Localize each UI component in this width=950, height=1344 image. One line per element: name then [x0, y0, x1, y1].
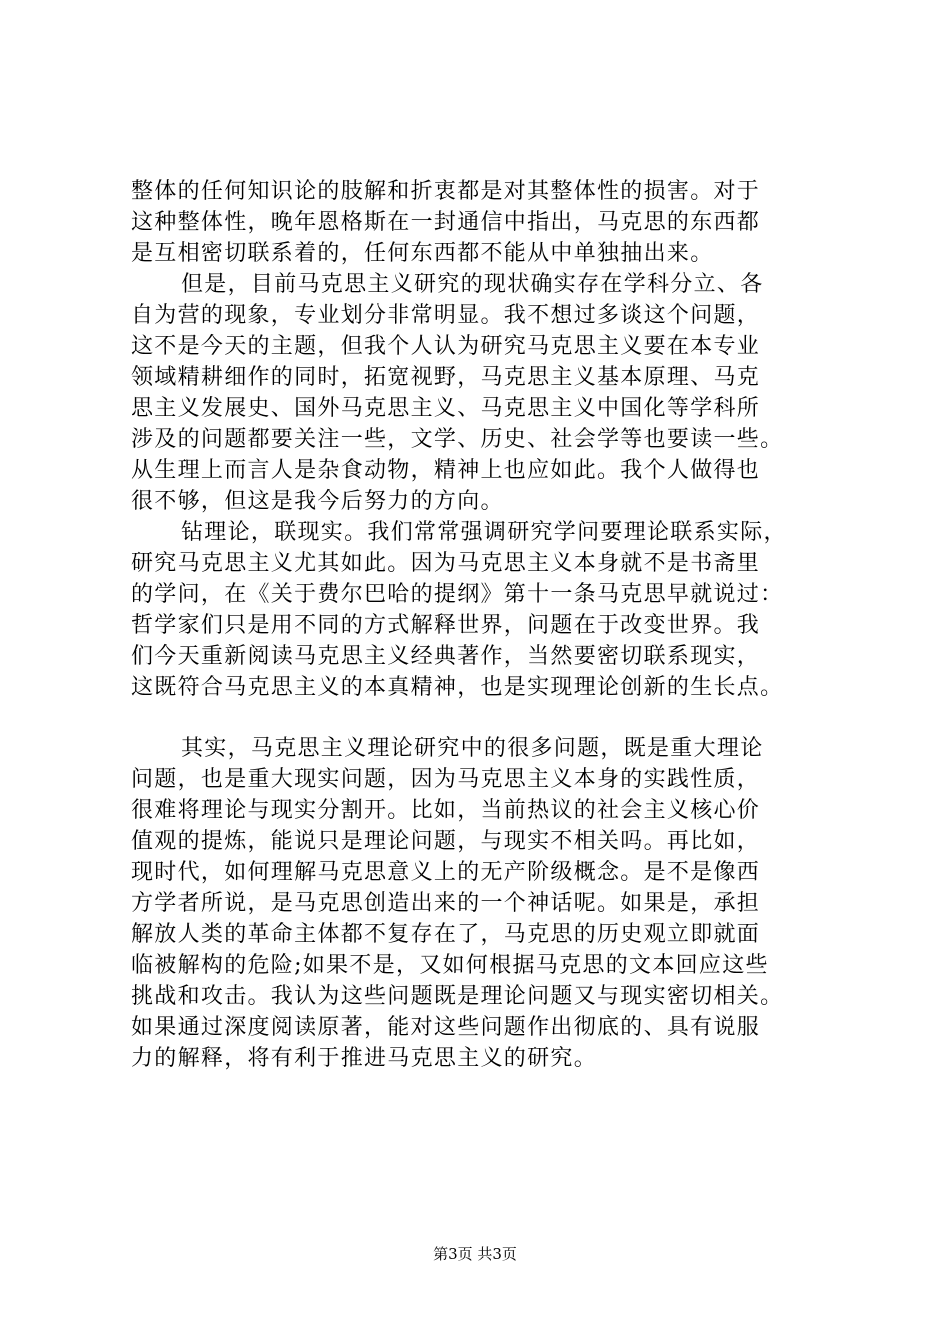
body-text [131, 176, 861, 1074]
text-line: 很不够，但这是我今后努力的方向。 [131, 489, 504, 514]
text-line: 整体的任何知识论的肢解和折衷都是对其整体性的损害。对于 [131, 179, 761, 204]
text-line: 值观的提炼，能说只是理论问题，与现实不相关吗。再比如， [131, 829, 761, 854]
text-line: 涉及的问题都要关注一些，文学、历史、社会学等也要读一些。 [131, 427, 784, 452]
text-line: 很难将理论与现实分割开。比如，当前热议的社会主义核心价 [131, 798, 761, 823]
text-line: 从生理上而言人是杂食动物，精神上也应如此。我个人做得也 [131, 458, 761, 483]
text-line: 这既符合马克思主义的本真精神，也是实现理论创新的生长点。 [131, 675, 784, 700]
text-line: 临被解构的危险;如果不是，又如何根据马克思的文本回应这些 [131, 953, 769, 978]
paragraph-first-line: 但是，目前马克思主义研究的现状确实存在学科分立、各 [181, 272, 764, 297]
text-line: 的学问，在《关于费尔巴哈的提纲》第十一条马克思早就说过： [131, 582, 784, 607]
paragraph-first-line: 其实，马克思主义理论研究中的很多问题，既是重大理论 [181, 736, 764, 761]
text-line: 是互相密切联系着的，任何东西都不能从中单独抽出来。 [131, 241, 714, 266]
text-line: 自为营的现象，专业划分非常明显。我不想过多谈这个问题， [131, 303, 761, 328]
page-number-footer: 第3页 共3页 [433, 1245, 517, 1263]
text-line: 思主义发展史、国外马克思主义、马克思主义中国化等学科所 [131, 396, 761, 421]
text-line: 如果通过深度阅读原著，能对这些问题作出彻底的、具有说服 [131, 1015, 761, 1040]
text-line: 现时代，如何理解马克思意义上的无产阶级概念。是不是像西 [131, 860, 761, 885]
text-line: 这不是今天的主题，但我个人认为研究马克思主义要在本专业 [131, 334, 761, 359]
text-line: 挑战和攻击。我认为这些问题既是理论问题又与现实密切相关。 [131, 984, 784, 1009]
text-line: 哲学家们只是用不同的方式解释世界，问题在于改变世界。我 [131, 613, 761, 638]
paragraph-first-line: 钻理论，联现实。我们常常强调研究学问要理论联系实际， [181, 520, 787, 545]
text-line: 们今天重新阅读马克思主义经典著作，当然要密切联系现实， [131, 644, 761, 669]
text-line: 力的解释，将有利于推进马克思主义的研究。 [131, 1046, 598, 1071]
text-line: 问题，也是重大现实问题，因为马克思主义本身的实践性质， [131, 767, 761, 792]
text-line: 研究马克思主义尤其如此。因为马克思主义本身就不是书斋里 [131, 551, 761, 576]
text-line: 领域精耕细作的同时，拓宽视野，马克思主义基本原理、马克 [131, 365, 761, 390]
paragraph-gap [131, 703, 861, 733]
text-line: 解放人类的革命主体都不复存在了，马克思的历史观立即就面 [131, 922, 761, 947]
text-line: 方学者所说，是马克思创造出来的一个神话呢。如果是，承担 [131, 891, 761, 916]
text-line: 这种整体性，晚年恩格斯在一封通信中指出，马克思的东西都 [131, 210, 761, 235]
